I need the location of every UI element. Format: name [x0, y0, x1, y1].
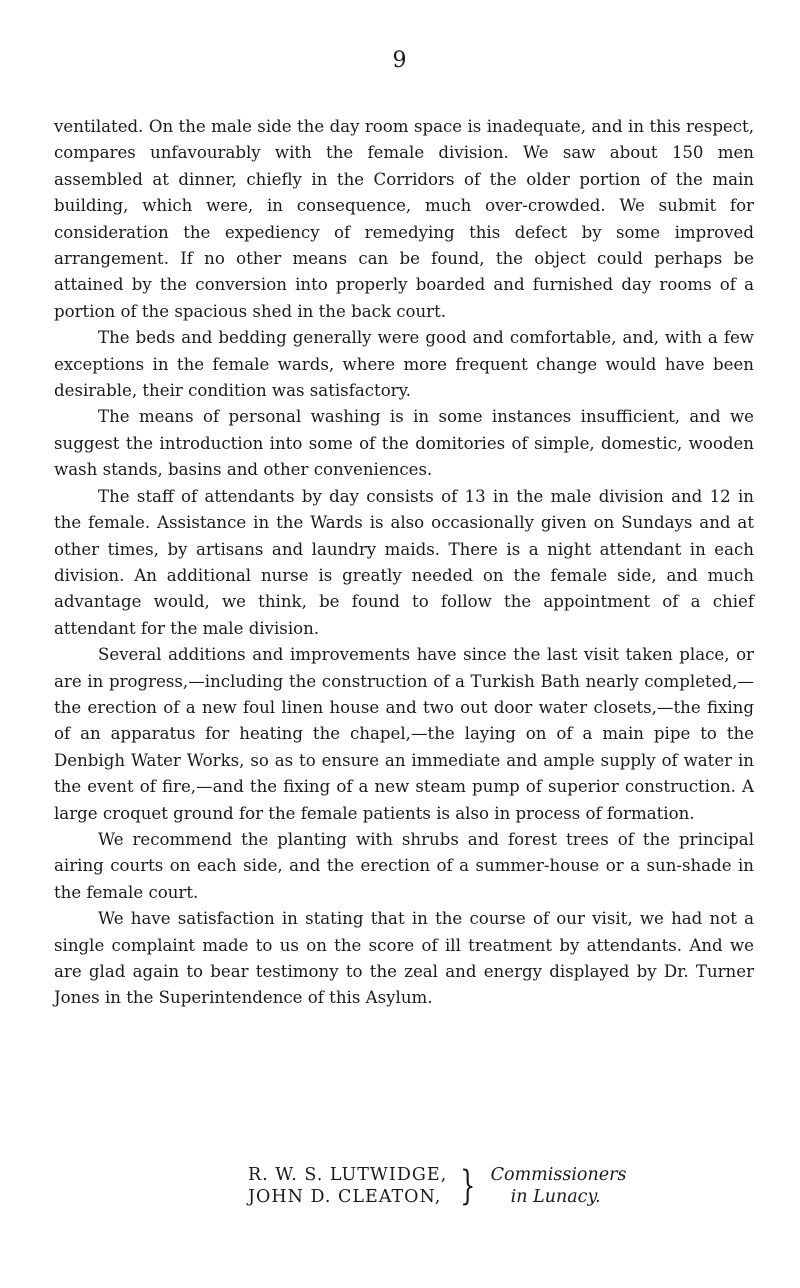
signature-block	[248, 1164, 768, 1208]
paragraph-recommendation: We recommend the planting with shrubs and forest trees of the principal airing courts on each side, and the erection of a summer-house or a sun-shade in the female court.	[54, 829, 754, 902]
paragraph-improvements: Several additions and improvements have since the last visit taken place, or are in progress,—including the construction of a Turkish Bath nearly completed,—the erection of a new foul linen house and two out door water closets,—the fixing of an apparatus for heating the chapel,—the laying on of a main pipe to the Denbigh Water Works, so as to ensure an immediate and ample supply of water in the event of fire,—and the fixing of a new steam pump of superior construction. A large croquet ground for the female patients is also in process of formation.	[54, 645, 754, 823]
curly-brace-icon: }	[460, 1163, 476, 1209]
paragraph-beds-bedding: The beds and bedding generally were good and comfortable, and, with a few exceptions in the female wards, where more frequent change would have been desirable, their condition was satisfactory.	[54, 328, 754, 401]
signatory-title: Commissioners	[490, 1165, 627, 1185]
signatory-names	[248, 1164, 447, 1208]
page-number: 9	[392, 48, 408, 73]
signatory-titles	[491, 1164, 627, 1208]
paragraph-conclusion: We have satisfaction in stating that in the course of our visit, we had not a single complaint made to us on the score of ill treatment by attendants. And we are glad again to bear testimony to the zeal and energy displayed by Dr. Turner Jones in the Superintendence of this Asylum.	[54, 909, 754, 1008]
signatory-name: JOHN D. CLEATON,	[248, 1187, 442, 1207]
paragraph-day-rooms: ventilated. On the male side the day room space is inadequate, and in this respect, compares unfavourably with the female division. We saw about 150 men assembled at dinner, chiefly in the Corridors of the older portion of the main building, which were, in consequence, much over-crowded. We submit for consideration the expediency of remedying this defect by some improved arrangement. If no other means can be found, the object could perhaps be attained by the conversion into properly boarded and furnished day rooms of a portion of the spacious shed in the back court.	[54, 117, 754, 321]
paragraph-staff-attendants: The staff of attendants by day consists of 13 in the male division and 12 in the female. Assistance in the Wards is also occasionally given on Sundays and at other times, by artisans and laundry maids. There is a night attendant in each division. An additional nurse is greatly needed on the female side, and much advantage would, we think, be found to follow the appointment of a chief attendant for the male division.	[54, 486, 754, 638]
paragraph-personal-washing: The means of personal washing is in some instances insufficient, and we suggest the introduction into some of the domitories of simple, domestic, wooden wash stands, basins and other conveniences.	[54, 407, 754, 480]
report-body	[54, 114, 754, 1012]
signatory-name: R. W. S. LUTWIDGE,	[248, 1165, 448, 1185]
signatory-title: in Lunacy.	[510, 1187, 601, 1207]
